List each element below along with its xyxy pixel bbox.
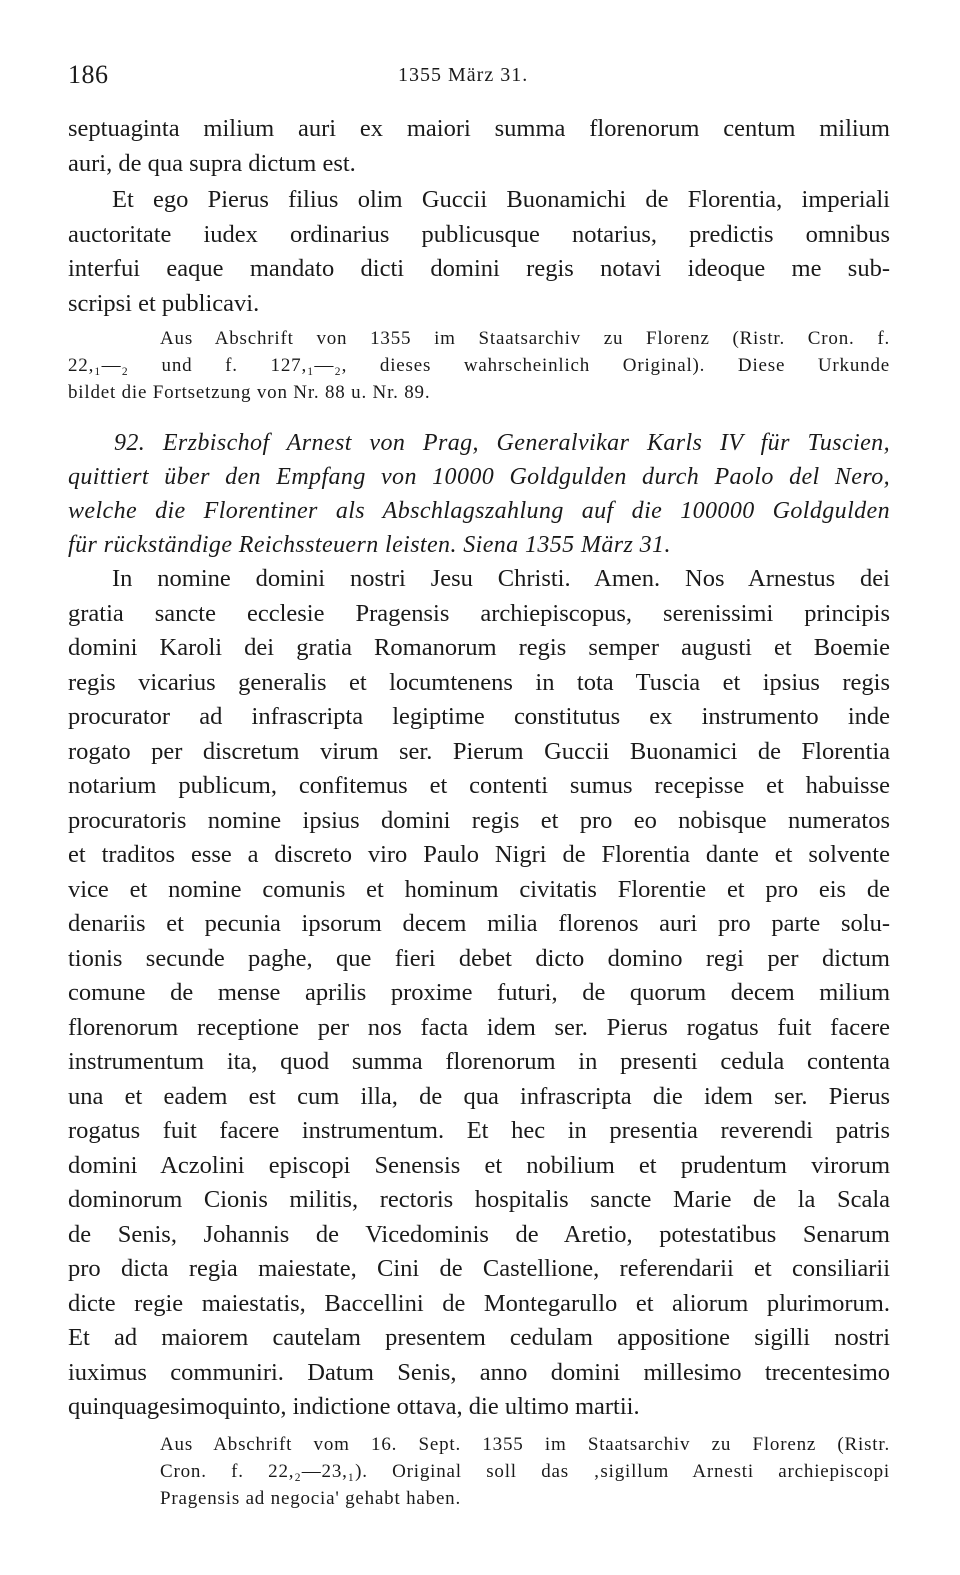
- text-line: denariis et pecunia ipsorum decem milia florenos auri pro parte solu-: [68, 910, 890, 937]
- text-line: notarium publicum, confitemus et contenti sumus recepisse et habuisse: [68, 772, 890, 799]
- source-note-2: [68, 1431, 890, 1512]
- note-line: Aus Abschrift von 1355 im Staatsarchiv zu Florenz (Ristr. Cron. f.: [160, 328, 890, 349]
- text-line: dicte regie maiestatis, Baccellini de Montegarullo et aliorum plurimorum.: [68, 1289, 890, 1317]
- text-line: regis vicarius generalis et locumtenens in tota Tuscia et ipsius regis: [68, 668, 890, 696]
- text-line: Et ad maiorem cautelam presentem cedulam appositione sigilli nostri: [68, 1324, 890, 1351]
- text-line: rogatus fuit facere instrumentum. Et hec in presentia reverendi patris: [68, 1117, 890, 1144]
- text-line: procurator ad infrascripta legiptime constitutus ex instrumento inde: [68, 703, 890, 730]
- text-line: gratia sancte ecclesie Pragensis archiepiscopus, serenissimi principis: [68, 599, 890, 627]
- text-line: tionis secunde paghe, que fieri debet dicto domino regi per dictum: [68, 944, 890, 972]
- document-92-heading: [68, 426, 890, 562]
- text-line: auri, de qua supra dictum est.: [68, 149, 356, 177]
- text-line: de Senis, Johannis de Vicedominis de Aretio, potestatibus Senarum: [68, 1220, 890, 1248]
- note-line: Cron. f. 22,₂—23,₁). Original soll das ‚sigillum Arnesti archiepiscopi: [160, 1460, 890, 1482]
- heading-line: quittiert über den Empfang von 10000 Goldgulden durch Paolo del Nero,: [68, 464, 890, 490]
- source-note-1: [68, 325, 890, 406]
- heading-line: welche die Florentiner als Abschlagszahlung auf die 100000 Goldgulden: [68, 498, 890, 524]
- text-line: procuratoris nomine ipsius domini regis et pro eo nobisque numeratos: [68, 806, 890, 834]
- page-number: 186: [68, 60, 109, 89]
- text-line: rogato per discretum virum ser. Pierum Guccii Buonamici de Florentia: [68, 737, 890, 765]
- heading-line: für rückständige Reichssteuern leisten. Siena 1355 März 31.: [68, 532, 671, 558]
- text-line: pro dicta regia maiestate, Cini de Castellione, referendarii et consiliarii: [68, 1255, 890, 1282]
- text-line: Et ego Pierus filius olim Guccii Buonamichi de Florentia, imperiali: [112, 186, 890, 213]
- note-line: Pragensis ad negocia' gehabt haben.: [160, 1487, 462, 1509]
- document-page: [68, 52, 890, 1512]
- page-header: [68, 52, 890, 102]
- continuation-paragraph: [68, 112, 890, 181]
- text-line: iuximus communiri. Datum Senis, anno domini millesimo trecentesimo: [68, 1358, 890, 1386]
- text-line: In nomine domini nostri Jesu Christi. Amen. Nos Arnestus dei: [112, 565, 890, 592]
- text-line: interfui eaque mandato dicti domini regis notavi ideoque me sub-: [68, 255, 890, 282]
- heading-text: Erzbischof Arnest von Prag, Generalvikar Karls IV für Tuscien,: [162, 430, 890, 456]
- text-line: comune de mense aprilis proxime futuri, de quorum decem milium: [68, 979, 890, 1006]
- text-line: quinquagesimoquinto, indictione ottava, die ultimo martii.: [68, 1393, 640, 1420]
- document-92-body: [68, 562, 890, 1425]
- heading-line: [68, 426, 890, 460]
- text-line: septuaginta milium auri ex maiori summa florenorum centum milium: [68, 115, 890, 142]
- text-line: dominorum Cionis militis, rectoris hospitalis sancte Marie de la Scala: [68, 1186, 890, 1213]
- note-line: Aus Abschrift vom 16. Sept. 1355 im Staatsarchiv zu Florenz (Ristr.: [160, 1433, 890, 1455]
- running-head: 1355 März 31.: [398, 64, 529, 86]
- notary-subscription-paragraph: [68, 183, 890, 321]
- note-line: 22,₁—₂ und f. 127,₁—₂, dieses wahrscheinlich Original). Diese Urkunde: [68, 355, 890, 376]
- text-line: instrumentum ita, quod summa florenorum in presenti cedula contenta: [68, 1048, 890, 1075]
- text-line: domini Aczolini episcopi Senensis et nobilium et prudentum virorum: [68, 1151, 890, 1179]
- text-line: vice et nomine comunis et hominum civitatis Florentie et pro eis de: [68, 875, 890, 903]
- text-line: domini Karoli dei gratia Romanorum regis semper augusti et Boemie: [68, 634, 890, 661]
- text-line: scripsi et publicavi.: [68, 289, 260, 317]
- document-number: 92.: [114, 430, 146, 456]
- text-line: auctoritate iudex ordinarius publicusque notarius, predictis omnibus: [68, 220, 890, 248]
- text-line: una et eadem est cum illa, de qua infrascripta die idem ser. Pierus: [68, 1082, 890, 1110]
- note-line: bildet die Fortsetzung von Nr. 88 u. Nr. 89.: [68, 382, 431, 403]
- text-line: florenorum receptione per nos facta idem ser. Pierus rogatus fuit facere: [68, 1013, 890, 1041]
- text-line: et traditos esse a discreto viro Paulo Nigri de Florentia dante et solvente: [68, 841, 890, 868]
